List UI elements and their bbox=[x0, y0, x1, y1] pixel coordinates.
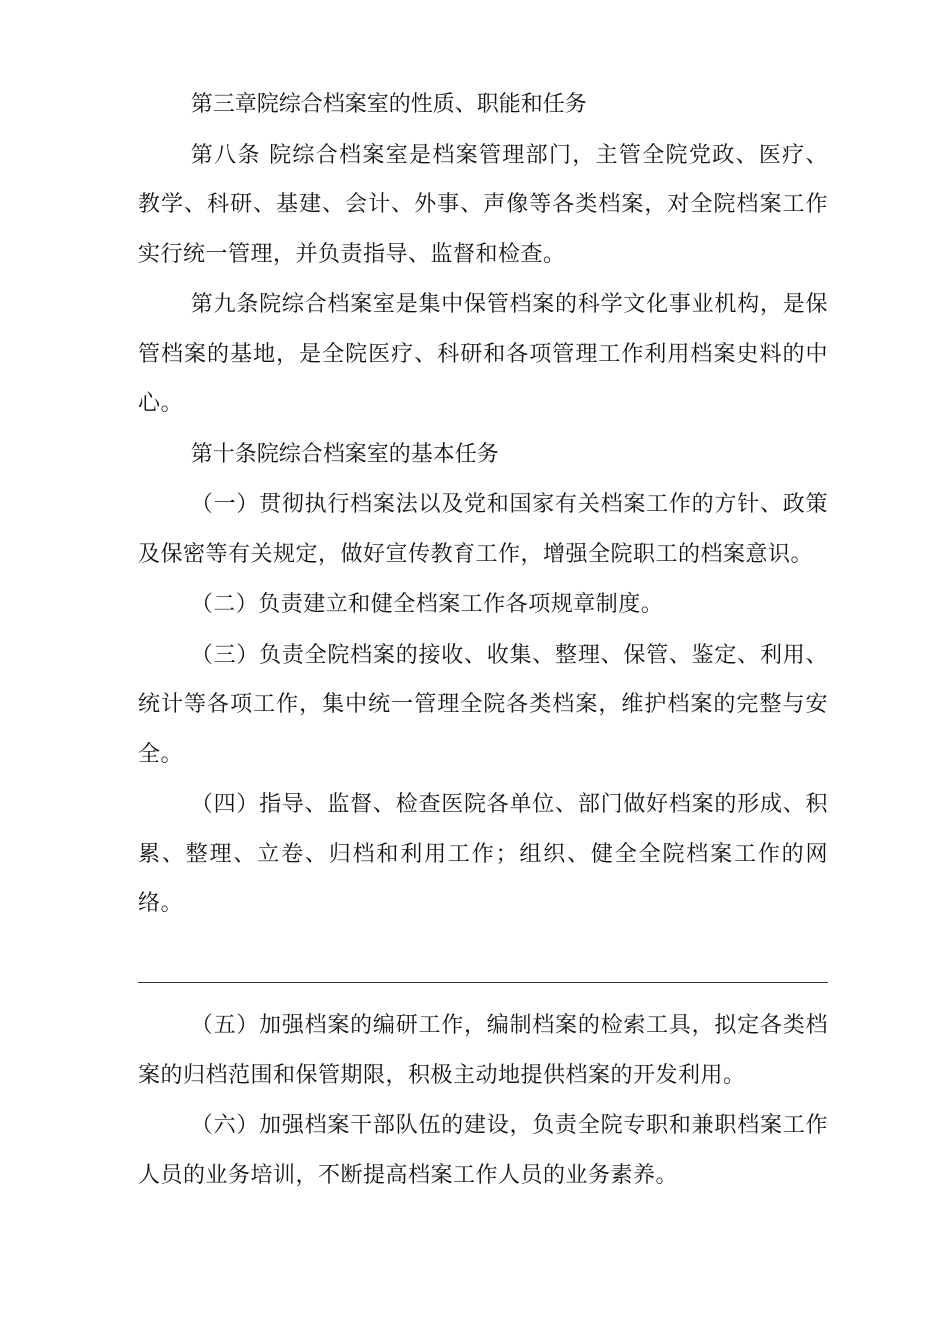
page-divider bbox=[138, 982, 828, 983]
article-10: 第十条院综合档案室的基本任务 bbox=[190, 441, 499, 467]
article-10-item-4: （四）指导、监督、检查医院各单位、部门做好档案的形成、积累、整理、立卷、归档和利用工作；组织、健全全院档案工作的网络。 bbox=[138, 792, 828, 916]
document-page-bottom bbox=[138, 1001, 828, 1200]
article-10-item-2: （二）负责建立和健全档案工作各项规章制度。 bbox=[190, 592, 664, 617]
document-page-top bbox=[138, 80, 828, 929]
chapter-title: 第三章院综合档案室的性质、职能和任务 bbox=[190, 92, 587, 117]
article-10-item-1: （一）贯彻执行档案法以及党和国家有关档案工作的方针、政策及保密等有关规定，做好宣传教育工作，增强全院职工的档案意识。 bbox=[138, 492, 828, 567]
article-10-item-3: （三）负责全院档案的接收、收集、整理、保管、鉴定、利用、统计等各项工作，集中统一管理全院各类档案，维护档案的完整与安全。 bbox=[138, 642, 828, 767]
article-9: 第九条院综合档案室是集中保管档案的科学文化事业机构，是保管档案的基地，是全院医疗、科研和各项管理工作利用档案史料的中心。 bbox=[138, 292, 828, 416]
article-10-item-6: （六）加强档案干部队伍的建设，负责全院专职和兼职档案工作人员的业务培训，不断提高档案工作人员的业务素养。 bbox=[138, 1113, 828, 1188]
article-8: 第八条 院综合档案室是档案管理部门，主管全院党政、医疗、教学、科研、基建、会计、外事、声像等各类档案，对全院档案工作实行统一管理，并负责指导、监督和检查。 bbox=[138, 142, 828, 267]
article-10-item-5: （五）加强档案的编研工作，编制档案的检索工具，拟定各类档案的归档范围和保管期限，积极主动地提供档案的开发利用。 bbox=[138, 1013, 828, 1088]
